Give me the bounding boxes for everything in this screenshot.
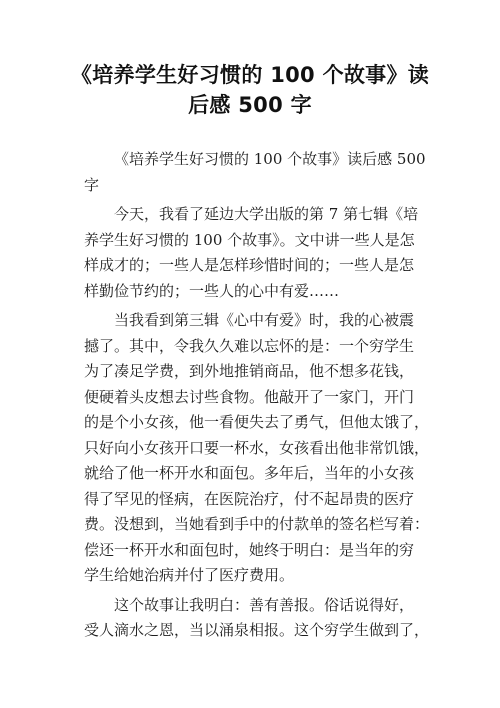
paragraph-lesson (84, 593, 430, 644)
text-line: 学生给她治病并付了医疗费用。 (84, 566, 295, 584)
text-line: 费。没想到，当她看到手中的付款单的签名栏写着： (84, 515, 430, 533)
text-line: 养学生好习惯的 100 个故事》。文中讲一些人是怎 (84, 230, 415, 249)
text-line: 的是个小女孩，他一看便失去了勇气，但他太饿了， (84, 413, 430, 431)
text-line: 样成才的；一些人是怎样珍惜时间的；一些人是怎 (84, 256, 415, 274)
text-line: 《培养学生好习惯的 100 个故事》读后感 500 (114, 150, 426, 168)
title-line: 后感 500 字 (188, 93, 312, 117)
text-line: 偿还一杯开水和面包时，她终于明白：是当年的穷 (84, 540, 415, 559)
paragraph-heading-repeat (84, 147, 424, 198)
text-line: 今天，我看了延边大学出版的第 7 第七辑《培 (114, 205, 419, 223)
text-line: 当我看到第三辑《心中有爱》时，我的心被震 (114, 311, 415, 329)
document-title (60, 60, 440, 120)
text-line: 这个故事让我明白：善有善报。俗话说得好， (114, 595, 415, 614)
text-line: 只好向小女孩开口要一杯水，女孩看出他非常饥饿， (84, 438, 430, 457)
text-line: 就给了他一杯开水和面包。多年后，当年的小女孩 (84, 464, 415, 482)
text-line: 得了罕见的怪病，在医院治疗，付不起昂贵的医疗 (84, 489, 415, 508)
text-line: 便硬着头皮想去讨些食物。他敲开了一家门，开门 (84, 387, 415, 406)
title-line: 《培养学生好习惯的 100 个故事》读 (70, 63, 430, 87)
text-line: 样勤俭节约的；一些人的心中有爱…… (84, 281, 340, 300)
paragraph-story (84, 308, 430, 589)
text-line: 为了凑足学费，到外地推销商品，他不想多花钱， (84, 362, 415, 380)
paragraph-intro (84, 202, 424, 304)
text-line: 受人滴水之恩，当以涌泉相报。这个穷学生做到了， (84, 621, 430, 639)
text-line: 撼了。其中，令我久久难以忘怀的是：一个穷学生 (84, 336, 415, 355)
document-body (84, 147, 430, 648)
text-line: 字 (84, 175, 100, 194)
